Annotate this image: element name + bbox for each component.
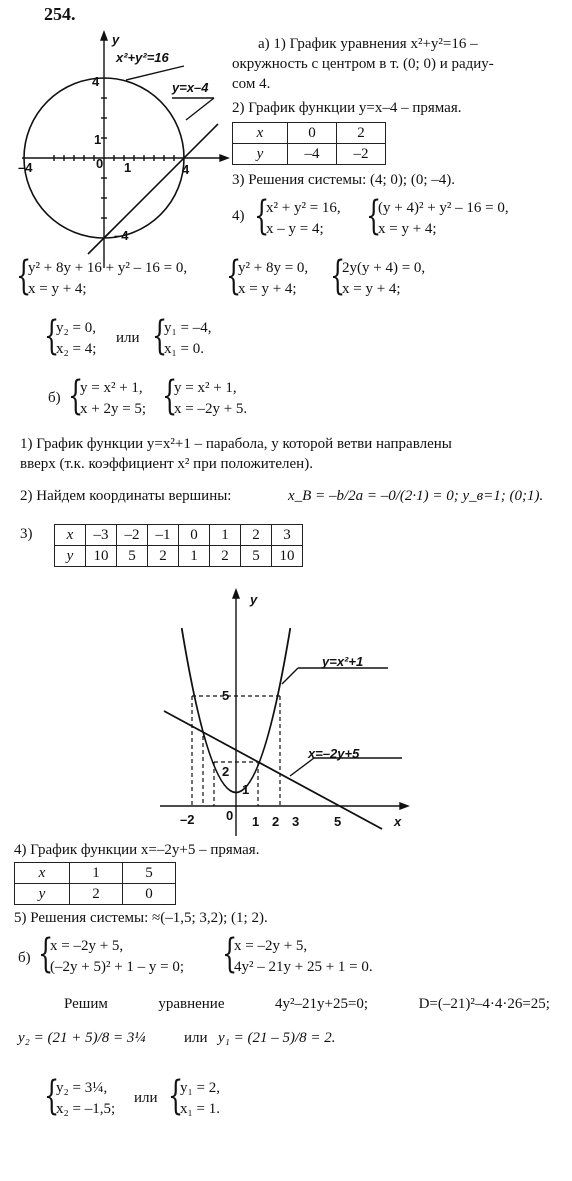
part-a-step3: 3) Решения системы: (4; 0); (0; –4). (232, 172, 455, 188)
part-b-label: б) (48, 390, 61, 406)
part-b-step3-label: 3) (20, 526, 33, 542)
table-cell: 1 (210, 525, 241, 546)
table-cell: 2 (70, 884, 123, 905)
y2-formula: y₂ = (21 + 5)/8 = 3¼ (18, 1030, 146, 1046)
graph2-axis-y-label: y (250, 592, 258, 607)
graph1-tick-y1: 1 (94, 132, 102, 147)
table-cell: 2 (241, 525, 272, 546)
graph2-tick-x2: 2 (272, 814, 280, 829)
part-b-step2-text: 2) Найдем координаты вершины: (20, 488, 232, 504)
system-a6: y₂ = 0, x₂ = 4; (56, 320, 97, 357)
system-a2: (y + 4)² + y² – 16 = 0, x = y + 4; (378, 200, 509, 237)
table-cell: –3 (86, 525, 117, 546)
table-cell: 5 (117, 546, 148, 567)
solve-line: Решим уравнение 4y²–21y+25=0; D=(–21)²–4·4·26=25; (64, 996, 550, 1012)
y1-formula: y₁ = (21 – 5)/8 = 2. (218, 1030, 336, 1046)
table-cell: 0 (179, 525, 210, 546)
part-a-step2: 2) График функции y=x–4 – прямая. (232, 100, 462, 116)
table-cell: –2 (337, 144, 386, 165)
graph1-tick-x4: 4 (182, 162, 190, 177)
system-a7: y₁ = –4, x₁ = 0. (164, 320, 212, 357)
table-cell: 1 (70, 863, 123, 884)
table-cell: –2 (117, 525, 148, 546)
system-a3: y² + 8y + 16 + y² – 16 = 0, x = y + 4; (28, 260, 188, 297)
part-b-step4: 4) График функции x=–2y+5 – прямая. (14, 842, 260, 858)
table-header: y (15, 884, 70, 905)
graph1-axis-y-label: y (112, 32, 120, 47)
graph2-tick-x0: 0 (226, 808, 234, 823)
problem-number: 254. (44, 4, 76, 24)
part-b-table2 (14, 862, 176, 905)
part-b-step1-line2: вверх (т.к. коэффициент x² при положителен). (20, 456, 313, 472)
table-cell: 2 (210, 546, 241, 567)
table-header: x (55, 525, 86, 546)
graph2-tick-y5: 5 (222, 688, 230, 703)
part-b-step6-label: б) (18, 950, 31, 966)
graph2-tick-y1: 1 (242, 782, 250, 797)
part-a-line2: окружность с центром в т. (0; 0) и радиу- (232, 56, 494, 72)
table-cell: –4 (288, 144, 337, 165)
table-cell: 2 (148, 546, 179, 567)
table-header: y (233, 144, 288, 165)
graph2-tick-x5: 5 (334, 814, 342, 829)
graph1-tick-x1: 1 (124, 160, 132, 175)
graph2-axis-x-label: x (394, 814, 402, 829)
table-cell: 5 (241, 546, 272, 567)
table-header: x (15, 863, 70, 884)
line-y-eq-x-minus-4 (104, 124, 218, 238)
table-cell: 3 (272, 525, 303, 546)
system-a1: x² + y² = 16, x – y = 4; (266, 200, 341, 237)
part-a-step4-label: 4) (232, 208, 245, 224)
graph1-tick-yneg4: –4 (114, 228, 129, 243)
graph1-eq-line: y=x–4 (172, 80, 209, 95)
table-cell: 1 (179, 546, 210, 567)
part-b-step5: 5) Решения системы: ≈(–1,5; 3,2); (1; 2). (14, 910, 268, 926)
or-word: или (116, 330, 140, 346)
or-word-3: или (134, 1090, 158, 1106)
system-a5: 2y(y + 4) = 0, x = y + 4; (342, 260, 426, 297)
system-b1: y = x² + 1, x + 2y = 5; (80, 380, 147, 417)
system-b4: x = –2y + 5, 4y² – 21y + 25 + 1 = 0. (234, 938, 373, 975)
system-a4: y² + 8y = 0, x = y + 4; (238, 260, 309, 297)
part-a-line1: а) 1) График уравнения x²+y²=16 – (258, 36, 478, 52)
graph1-tick-origin: 0 (96, 156, 104, 171)
part-a-line3: сом 4. (232, 76, 271, 92)
or-word-2: или (184, 1030, 208, 1046)
graph2-tick-y2: 2 (222, 764, 230, 779)
part-a-table (232, 122, 386, 165)
graph2-tick-x1: 1 (252, 814, 260, 829)
table-cell: 0 (288, 123, 337, 144)
table-header: x (233, 123, 288, 144)
graph2-tick-x3: 3 (292, 814, 300, 829)
table-cell: 10 (272, 546, 303, 567)
graph-parabola-line (150, 588, 410, 838)
table-cell: 0 (123, 884, 176, 905)
part-b-table (54, 524, 303, 567)
graph1-eq-circle: x²+y²=16 (116, 50, 169, 65)
table-cell: 10 (86, 546, 117, 567)
graph1-tick-xneg4: –4 (18, 160, 33, 175)
system-b5: y₂ = 3¼, x₂ = –1,5; (56, 1080, 116, 1117)
system-b2: y = x² + 1, x = –2y + 5. (174, 380, 248, 417)
table-cell: 5 (123, 863, 176, 884)
graph2-eq-parabola: y=x²+1 (322, 654, 364, 669)
table-cell: –1 (148, 525, 179, 546)
system-b3: x = –2y + 5, (–2y + 5)² + 1 – y = 0; (50, 938, 185, 975)
part-b-step1-line1: 1) График функции y=x²+1 – парабола, у которой ветви направлены (20, 436, 452, 452)
graph2-tick-xm2: –2 (180, 812, 195, 827)
part-b-step2-formula: x_B = –b/2a = –0/(2·1) = 0; y_в=1; (0;1). (288, 488, 544, 504)
table-cell: 2 (337, 123, 386, 144)
graph2-eq-line: x=–2y+5 (308, 746, 360, 761)
graph1-tick-y4: 4 (92, 74, 100, 89)
table-header: y (55, 546, 86, 567)
system-b6: y₁ = 2, x₁ = 1. (180, 1080, 220, 1117)
line-x-eq-minus-2y-plus-5 (164, 711, 382, 829)
